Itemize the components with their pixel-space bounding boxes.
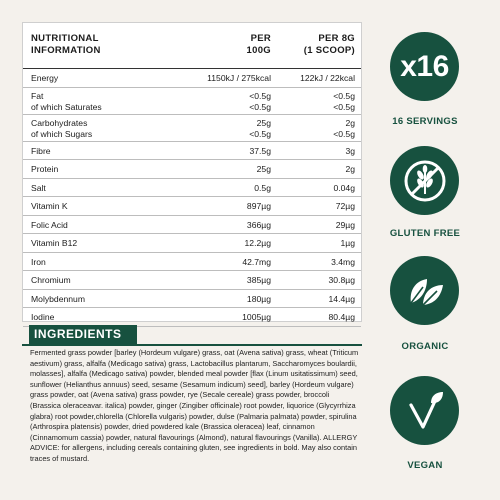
value-per-100g: 385µg bbox=[246, 275, 271, 285]
value-per-100g: 897µg bbox=[246, 201, 271, 211]
value-per-scoop: 0.04g bbox=[333, 182, 355, 193]
value-per-scoop: 30.8µg bbox=[328, 275, 355, 285]
nutrition-row bbox=[23, 234, 361, 253]
nutrition-table bbox=[22, 22, 362, 322]
header-nutritional-information bbox=[31, 33, 151, 57]
value-per-scoop: 72µg bbox=[335, 201, 355, 211]
organic-label: ORGANIC bbox=[401, 341, 449, 352]
value-per-scoop: 2g bbox=[345, 117, 355, 128]
nutrition-row bbox=[23, 290, 361, 309]
servings-count: x16 bbox=[400, 49, 449, 83]
value-per-100g: 25g bbox=[256, 164, 271, 174]
servings-badge bbox=[390, 32, 459, 101]
header-col3-line1: PER 8G bbox=[318, 33, 355, 44]
nutrient-name: Iron bbox=[31, 256, 46, 267]
header-per-scoop bbox=[279, 33, 355, 57]
servings-label: 16 SERVINGS bbox=[392, 116, 458, 127]
value-per-100g: 42.7mg bbox=[242, 256, 271, 267]
value-per-100g: 1150kJ / 275kcal bbox=[207, 73, 271, 83]
nutrient-name: of which Saturates bbox=[31, 101, 102, 112]
value-per-100g: <0.5g bbox=[249, 128, 271, 139]
nutrition-row bbox=[23, 142, 361, 161]
nutrient-name: of which Sugars bbox=[31, 128, 93, 139]
header-col1-line1: NUTRITIONAL bbox=[31, 33, 99, 44]
value-per-100g: 366µg bbox=[246, 219, 271, 230]
nutrition-row bbox=[23, 69, 361, 88]
nutrient-name: Iodine bbox=[31, 312, 55, 322]
nutrient-name: Salt bbox=[31, 182, 46, 193]
value-per-scoop: <0.5g bbox=[333, 128, 355, 139]
nutrient-name: Vitamin K bbox=[31, 201, 68, 211]
header-col2-line1: PER bbox=[250, 33, 271, 44]
value-per-scoop: <0.5g bbox=[333, 101, 355, 112]
nutrition-row bbox=[23, 197, 361, 216]
value-per-100g: 25g bbox=[256, 117, 271, 128]
value-per-scoop: 3.4mg bbox=[331, 256, 355, 267]
nutrient-name: Chromium bbox=[31, 275, 71, 285]
nutrition-table-header bbox=[23, 23, 361, 69]
vegan-label: VEGAN bbox=[407, 460, 443, 471]
feature-badges bbox=[382, 0, 500, 500]
nutrition-row bbox=[23, 160, 361, 179]
value-per-100g: 1005µg bbox=[242, 312, 271, 322]
value-per-scoop: 1µg bbox=[340, 238, 355, 248]
nutrition-row bbox=[23, 88, 361, 115]
nutrition-row bbox=[23, 179, 361, 198]
nutrition-row bbox=[23, 271, 361, 290]
nutrient-name: Fibre bbox=[31, 145, 51, 156]
value-per-100g: <0.5g bbox=[249, 101, 271, 112]
value-per-100g: 37.5g bbox=[249, 145, 271, 156]
value-per-scoop: 3g bbox=[345, 145, 355, 156]
header-col2-line2: 100G bbox=[246, 45, 271, 56]
header-per-100g bbox=[191, 33, 271, 57]
ingredients-divider bbox=[22, 344, 362, 346]
nutrient-name: Folic Acid bbox=[31, 219, 68, 230]
nutrition-row bbox=[23, 308, 361, 327]
nutrition-rows bbox=[23, 69, 361, 327]
value-per-scoop: 14.4µg bbox=[328, 293, 355, 304]
value-per-100g: 180µg bbox=[246, 293, 271, 304]
no-wheat-icon bbox=[402, 158, 448, 204]
value-per-scoop: 80.4µg bbox=[328, 312, 355, 322]
nutrient-name: Fat bbox=[31, 90, 44, 101]
nutrient-name: Vitamin B12 bbox=[31, 238, 78, 248]
gluten-free-badge bbox=[390, 146, 459, 215]
nutrition-row bbox=[23, 253, 361, 272]
ingredients-text: Fermented grass powder [barley (Hordeum vulgare) grass, oat (Avena sativa) grass, wheat (Triticum aestivum) grass, alfalfa (Medicago sativa) grass, Lactobacillus plantarum, Saccharomyces boulardii, molasses], alfalfa (Medicago sativa) powder, blended meal powder [flax (Linum usitatissimum) seed, sunflower (Helianthus annuus) seed, sesame (Sesamum indicum) seed], barley (Hordeum vulgare) grass powder, oat (Avena sativa) grass powder, rye (Secale cereale) grass powder, broccoli (Brassica oleraceavar. italica) powder, ginger (Zingiber officinale) root powder, liquorice (Glycyrrhiza glabra) root powder,chlorella (Chlorella vulgaris) powder, dulse (Palmaria palmata) powder, spirulina (Arthrospira platensis) powder, dried powdered kale (Brassica oleracea) leaf, cinnamon (Cinnamomum cassia) powder, natural flavourings (Almond), natural flavourings (Vanilla). ALLERGY ADVICE: for allergens, including cereals containing gluten, see ingredients in bold. May also contain traces of mustard. bbox=[30, 348, 359, 463]
leaves-icon bbox=[401, 267, 449, 315]
header-col1-line2: INFORMATION bbox=[31, 45, 101, 56]
nutrient-name: Molybdennum bbox=[31, 293, 85, 304]
vegan-badge bbox=[390, 376, 459, 445]
ingredients-title: INGREDIENTS bbox=[29, 325, 137, 344]
value-per-100g: 0.5g bbox=[254, 182, 271, 193]
vegan-v-leaf-icon bbox=[401, 387, 449, 435]
value-per-scoop: 122kJ / 22kcal bbox=[300, 73, 355, 83]
value-per-scoop: <0.5g bbox=[333, 90, 355, 101]
nutrition-row bbox=[23, 216, 361, 235]
value-per-scoop: 29µg bbox=[335, 219, 355, 230]
organic-badge bbox=[390, 256, 459, 325]
header-col3-line2: (1 SCOOP) bbox=[303, 45, 355, 56]
value-per-100g: <0.5g bbox=[249, 90, 271, 101]
value-per-scoop: 2g bbox=[345, 164, 355, 174]
nutrient-name: Carbohydrates bbox=[31, 117, 88, 128]
value-per-100g: 12.2µg bbox=[244, 238, 271, 248]
nutrient-name: Protein bbox=[31, 164, 59, 174]
nutrition-row bbox=[23, 115, 361, 142]
gluten-free-label: GLUTEN FREE bbox=[389, 228, 461, 239]
nutrient-name: Energy bbox=[31, 73, 59, 83]
